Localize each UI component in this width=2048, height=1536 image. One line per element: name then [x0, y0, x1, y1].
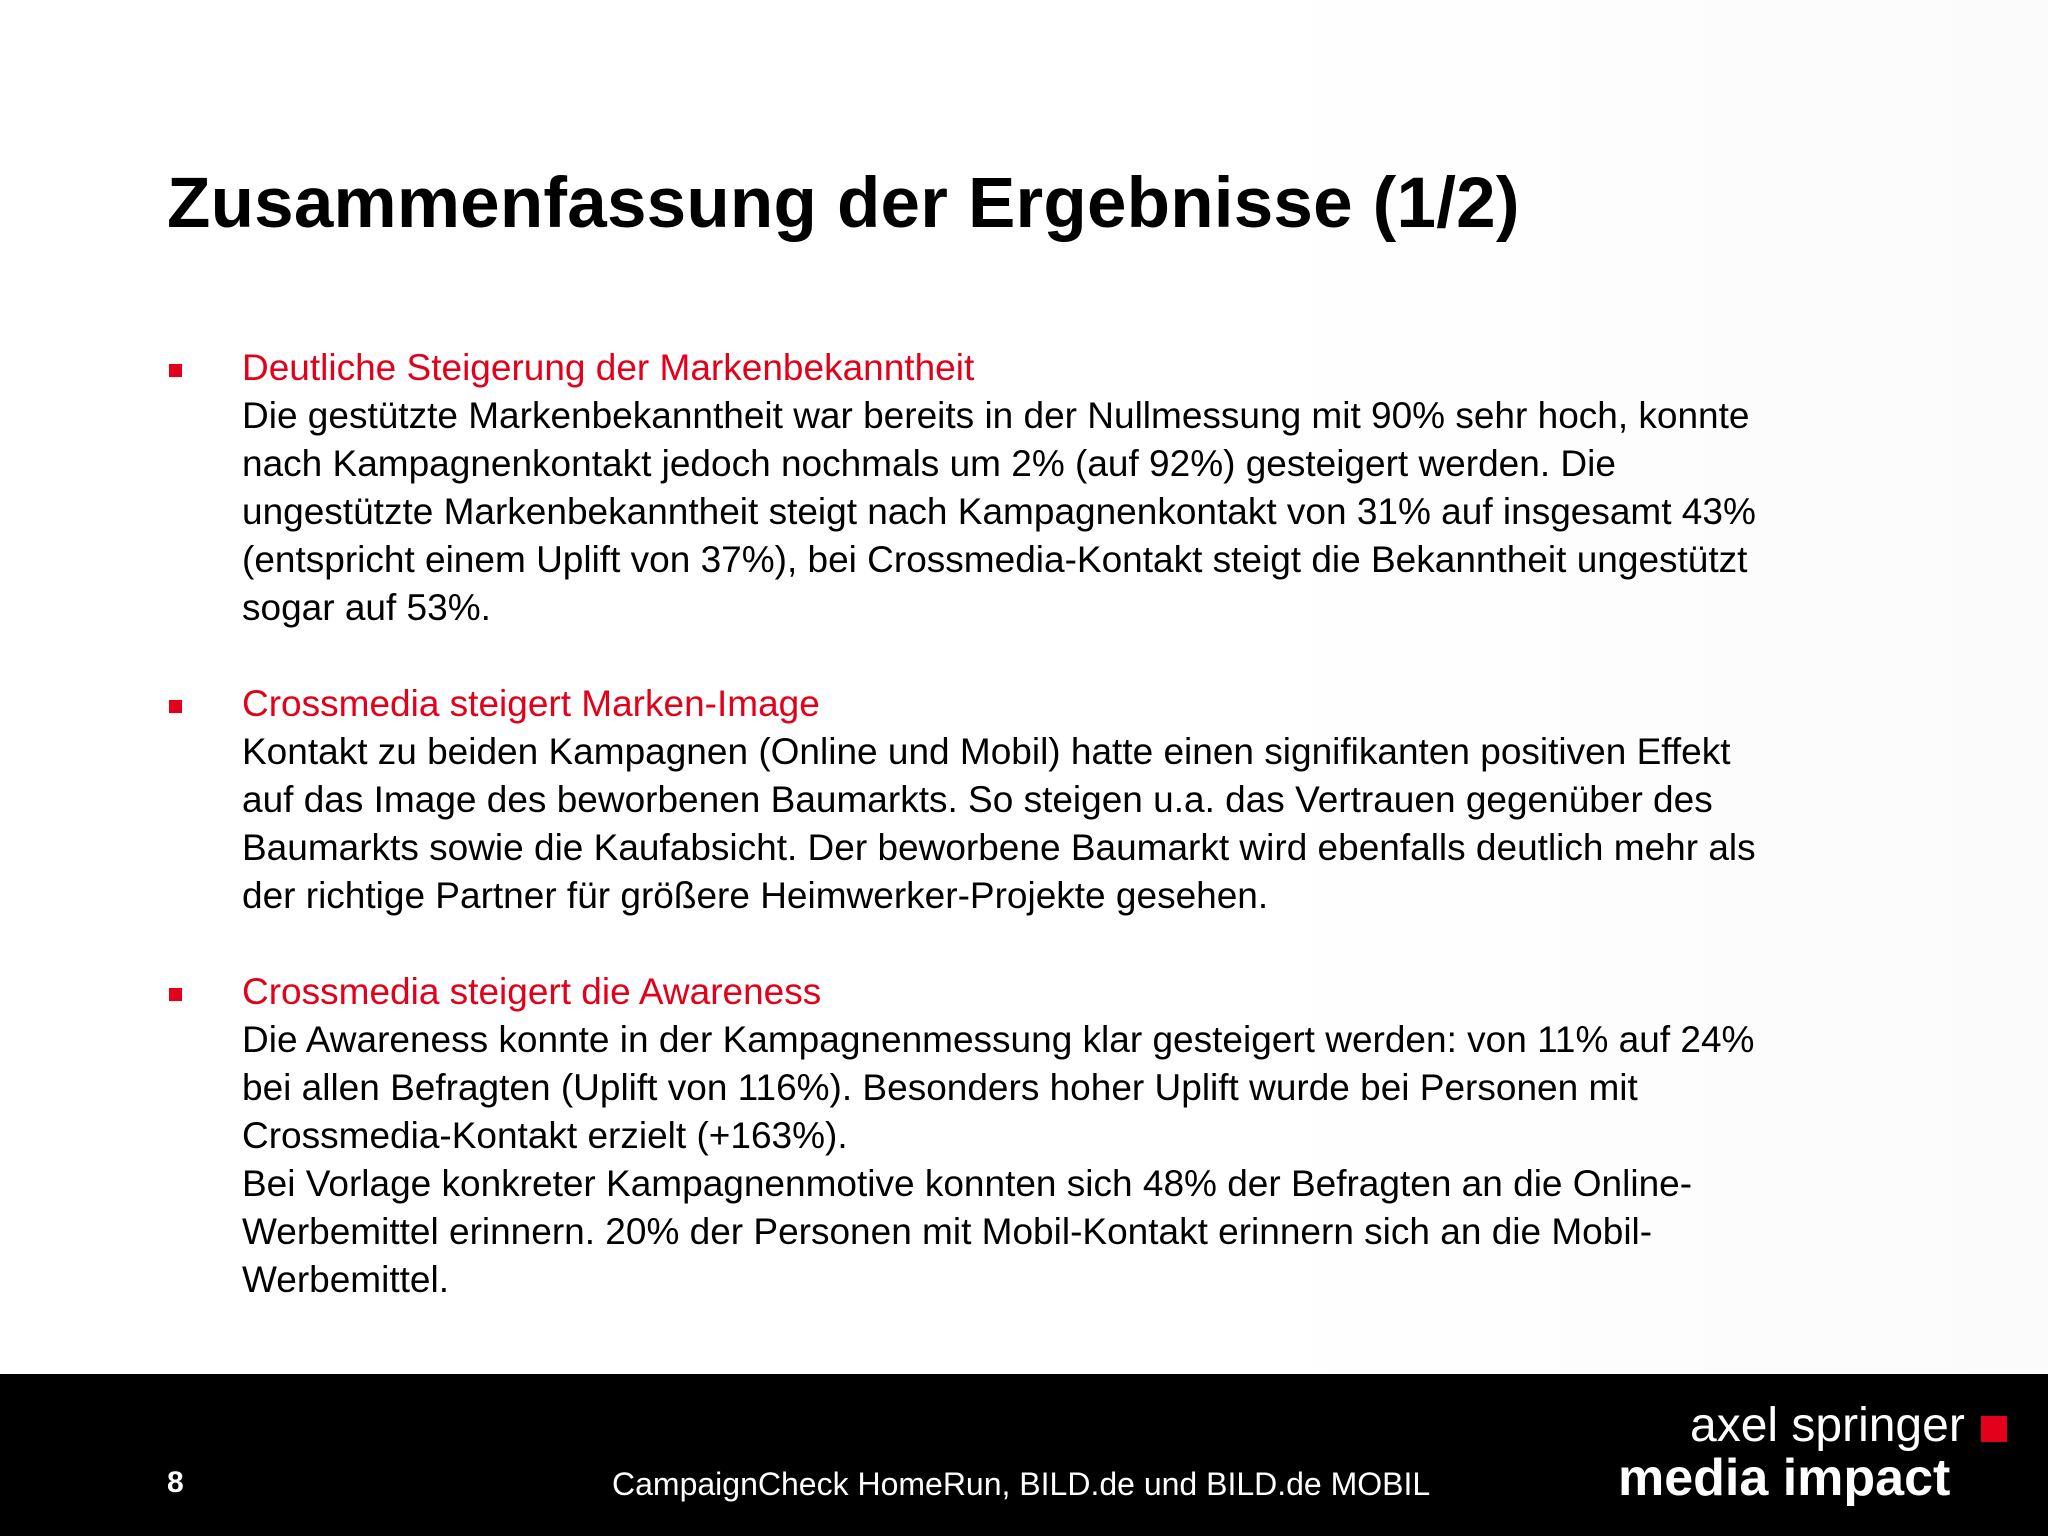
text-line: Baumarkts sowie die Kaufabsicht. Der beworbene Baumarkt wird ebenfalls deutlich mehr als: [242, 827, 1756, 868]
bullet-text: [242, 728, 1927, 920]
text-line: Die Awareness konnte in der Kampagnenmessung klar gesteigert werden: von 11% auf 24%: [242, 1019, 1755, 1060]
brand-logo: [1616, 1399, 2016, 1522]
bullet-heading: Crossmedia steigert Marken-Image: [242, 683, 820, 724]
text-line: Die gestützte Markenbekanntheit war bereits in der Nullmessung mit 90% sehr hoch, konnte: [242, 395, 1750, 436]
logo-line-2: media impact: [1618, 1449, 1951, 1507]
bullet-square-icon: [169, 988, 182, 1001]
footer-caption: CampaignCheck HomeRun, BILD.de und BILD.de MOBIL: [612, 1466, 1431, 1502]
bullet-heading: Deutliche Steigerung der Markenbekanntheit: [242, 347, 975, 388]
text-line: Werbemittel.: [242, 1259, 449, 1300]
page-number: 8: [167, 1466, 184, 1499]
bullet-square-icon: [169, 700, 182, 713]
text-line: auf das Image des beworbenen Baumarkts. So steigen u.a. das Vertrauen gegenüber des: [242, 779, 1713, 820]
text-line: der richtige Partner für größere Heimwerker-Projekte gesehen.: [242, 875, 1269, 916]
logo-line-1: axel springer: [1690, 1399, 1965, 1452]
text-line: Kontakt zu beiden Kampagnen (Online und Mobil) hatte einen signifikanten positiven Effekt: [242, 731, 1731, 772]
text-line: Crossmedia-Kontakt erzielt (+163%).: [242, 1115, 848, 1156]
slide-title: Zusammenfassung der Ergebnisse (1/2): [167, 164, 1520, 243]
text-line: (entspricht einem Uplift von 37%), bei Crossmedia-Kontakt steigt die Bekanntheit ungestützt: [242, 539, 1748, 580]
bullet-square-icon: [169, 364, 182, 377]
text-line: sogar auf 53%.: [242, 587, 491, 628]
bullet-item: [167, 968, 1927, 1304]
bullet-list: [167, 344, 1927, 1304]
text-line: ungestützte Markenbekanntheit steigt nach Kampagnenkontakt von 31% auf insgesamt 43%: [242, 491, 1756, 532]
text-line: bei allen Befragten (Uplift von 116%). Besonders hoher Uplift wurde bei Personen mit: [242, 1067, 1638, 1108]
bullet-item: [167, 344, 1927, 632]
text-line: Werbemittel erinnern. 20% der Personen mit Mobil-Kontakt erinnern sich an die Mobil-: [242, 1211, 1653, 1252]
bullet-item: [167, 680, 1927, 920]
text-line: Bei Vorlage konkreter Kampagnenmotive konnten sich 48% der Befragten an die Online-: [242, 1163, 1693, 1204]
bullet-heading: Crossmedia steigert die Awareness: [242, 971, 822, 1012]
text-line: nach Kampagnenkontakt jedoch nochmals um 2% (auf 92%) gesteigert werden. Die: [242, 443, 1616, 484]
logo-square-icon: [1981, 1416, 2007, 1442]
footer-bar: [0, 1374, 2048, 1536]
bullet-text: [242, 392, 1927, 632]
bullet-text: [242, 1016, 1927, 1304]
